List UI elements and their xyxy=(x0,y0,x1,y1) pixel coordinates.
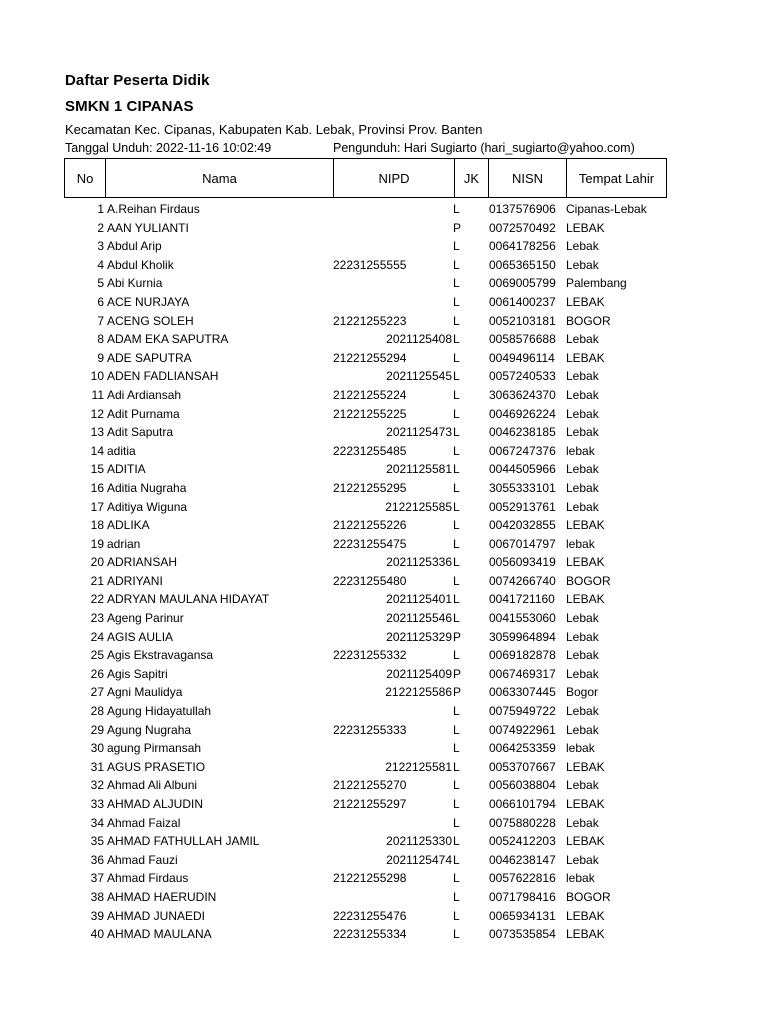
table-row xyxy=(0,349,768,368)
cell-nama: ADAM EKA SAPUTRA xyxy=(107,332,229,347)
table-row xyxy=(0,293,768,312)
cell-nisn: 0071798416 xyxy=(489,889,556,904)
cell-nisn: 0041553060 xyxy=(489,611,556,626)
cell-no: 29 xyxy=(90,722,104,737)
cell-nama: AAN YULIANTI xyxy=(107,220,189,235)
table-row xyxy=(0,776,768,795)
cell-no: 22 xyxy=(90,592,104,607)
column-header-jk: JK xyxy=(455,159,489,198)
cell-nipd: 2021125330 xyxy=(386,834,452,849)
cell-jk: P xyxy=(453,666,462,681)
cell-nama: AHMAD FATHULLAH JAMIL xyxy=(107,834,260,849)
cell-nama: A.Reihan Firdaus xyxy=(107,202,200,216)
column-header-no: No xyxy=(65,159,106,198)
cell-jk: L xyxy=(453,871,460,886)
cell-nipd: 2021125581 xyxy=(386,462,452,477)
cell-jk: L xyxy=(453,704,460,719)
cell-nipd: 2021125545 xyxy=(386,369,452,384)
cell-nama: aditia xyxy=(107,443,136,458)
cell-no: 13 xyxy=(90,425,104,440)
cell-nisn: 0057240533 xyxy=(489,369,556,384)
cell-jk: L xyxy=(453,369,460,384)
cell-jk: L xyxy=(453,443,460,458)
cell-tempat-lahir: LEBAK xyxy=(566,592,605,607)
cell-jk: L xyxy=(453,889,460,904)
cell-nisn: 0072570492 xyxy=(489,220,556,235)
cell-nisn: 0058576688 xyxy=(489,332,556,347)
cell-nama: Adit Saputra xyxy=(107,425,174,440)
cell-nisn: 0069182878 xyxy=(489,648,556,663)
table-row xyxy=(0,851,768,870)
cell-nisn: 0074922961 xyxy=(489,722,556,737)
cell-tempat-lahir: lebak xyxy=(566,443,595,458)
cell-nipd: 22231255332 xyxy=(333,648,407,663)
cell-no: 37 xyxy=(90,871,104,886)
table-row xyxy=(0,665,768,684)
cell-nama: Abdul Kholik xyxy=(107,257,174,272)
cell-tempat-lahir: Lebak xyxy=(566,722,599,737)
cell-jk: L xyxy=(453,294,460,309)
cell-jk: L xyxy=(453,313,460,328)
table-row xyxy=(0,609,768,628)
cell-nipd: 22231255333 xyxy=(333,722,407,737)
cell-no: 24 xyxy=(90,629,104,644)
cell-tempat-lahir: Bogor xyxy=(566,685,599,700)
cell-tempat-lahir: Lebak xyxy=(566,369,599,384)
table-row xyxy=(0,423,768,442)
cell-no: 5 xyxy=(97,276,104,291)
cell-nisn: 0044505966 xyxy=(489,462,556,477)
table-row xyxy=(0,274,768,293)
cell-nipd: 2122125586 xyxy=(385,685,452,700)
cell-nisn: 0069005799 xyxy=(489,276,556,291)
cell-tempat-lahir: Palembang xyxy=(566,276,627,291)
cell-jk: L xyxy=(453,815,460,830)
cell-nisn: 0042032855 xyxy=(489,518,556,533)
cell-nipd: 22231255485 xyxy=(333,443,407,458)
cell-tempat-lahir: Lebak xyxy=(566,704,599,719)
table-row xyxy=(0,367,768,386)
cell-jk: L xyxy=(453,536,460,551)
cell-nama: Ageng Parinur xyxy=(107,611,184,626)
cell-nisn: 0041721160 xyxy=(489,592,555,607)
cell-jk: L xyxy=(453,611,460,626)
table-row xyxy=(0,572,768,591)
table-row xyxy=(0,869,768,888)
cell-tempat-lahir: LEBAK xyxy=(566,927,605,942)
cell-nipd: 21221255298 xyxy=(333,871,407,886)
column-header-nisn: NISN xyxy=(489,159,567,198)
table-row xyxy=(0,386,768,405)
cell-no: 2 xyxy=(97,220,104,235)
cell-jk: L xyxy=(453,759,460,774)
cell-tempat-lahir: Lebak xyxy=(566,257,599,272)
cell-nisn: 0052412203 xyxy=(489,834,556,849)
cell-no: 20 xyxy=(90,555,104,570)
cell-no: 32 xyxy=(90,778,104,793)
cell-no: 17 xyxy=(90,499,104,514)
cell-nama: ADRYAN MAULANA HIDAYAT xyxy=(107,592,270,607)
cell-nama: Ahmad Ali Albuni xyxy=(107,778,198,793)
table-row xyxy=(0,832,768,851)
cell-nipd: 2122125585 xyxy=(385,499,452,514)
cell-tempat-lahir: Lebak xyxy=(566,480,599,495)
cell-tempat-lahir: Lebak xyxy=(566,425,599,440)
cell-nisn: 3063624370 xyxy=(489,387,556,402)
cell-nisn: 0046238147 xyxy=(489,852,556,867)
cell-tempat-lahir: Lebak xyxy=(566,387,599,402)
cell-no: 15 xyxy=(90,462,104,477)
cell-nama: Agung Hidayatullah xyxy=(107,704,212,719)
cell-nipd: 21221255224 xyxy=(333,387,407,402)
cell-nisn: 0061400237 xyxy=(489,294,556,309)
cell-nama: adrian xyxy=(107,536,141,551)
cell-nama: Ahmad Firdaus xyxy=(107,871,189,886)
cell-no: 31 xyxy=(90,759,104,774)
cell-nipd: 22231255480 xyxy=(333,573,407,588)
cell-no: 11 xyxy=(91,387,104,402)
cell-jk: L xyxy=(453,387,460,402)
cell-jk: L xyxy=(453,927,460,942)
cell-no: 4 xyxy=(97,257,104,272)
cell-nama: Abdul Arip xyxy=(107,239,162,254)
cell-tempat-lahir: lebak xyxy=(566,871,595,886)
cell-nisn: 0053707667 xyxy=(489,759,556,774)
cell-nipd: 22231255475 xyxy=(333,536,407,551)
cell-nipd: 22231255555 xyxy=(333,257,407,272)
cell-no: 23 xyxy=(90,611,104,626)
cell-tempat-lahir: Cipanas-Lebak xyxy=(566,202,647,216)
cell-nipd: 21221255226 xyxy=(333,518,407,533)
table-row xyxy=(0,405,768,424)
cell-jk: L xyxy=(453,797,460,811)
cell-nipd: 2122125581 xyxy=(385,759,452,774)
cell-nipd: 2021125473 xyxy=(386,425,452,440)
cell-jk: L xyxy=(453,462,460,477)
cell-tempat-lahir: LEBAK xyxy=(566,759,605,774)
cell-tempat-lahir: Lebak xyxy=(566,815,599,830)
cell-no: 34 xyxy=(90,815,104,830)
table-row xyxy=(0,683,768,702)
student-list xyxy=(0,200,768,944)
cell-tempat-lahir: Lebak xyxy=(566,666,599,681)
cell-tempat-lahir: Lebak xyxy=(566,499,599,514)
cell-nipd: 21221255270 xyxy=(333,778,407,793)
cell-jk: L xyxy=(453,555,460,570)
table-row xyxy=(0,646,768,665)
cell-tempat-lahir: lebak xyxy=(566,741,595,756)
cell-jk: L xyxy=(453,518,460,533)
cell-nama: AHMAD ALJUDIN xyxy=(107,797,204,811)
cell-tempat-lahir: Lebak xyxy=(566,778,599,793)
cell-nama: ACE NURJAYA xyxy=(107,294,190,309)
cell-tempat-lahir: Lebak xyxy=(566,406,599,421)
location-line: Kecamatan Kec. Cipanas, Kabupaten Kab. Lebak, Provinsi Prov. Banten xyxy=(65,122,483,137)
cell-nisn: 0074266740 xyxy=(489,573,556,588)
table-row xyxy=(0,479,768,498)
cell-jk: L xyxy=(453,332,460,347)
cell-no: 3 xyxy=(97,239,104,254)
cell-tempat-lahir: Lebak xyxy=(566,611,599,626)
table-row xyxy=(0,814,768,833)
cell-tempat-lahir: Lebak xyxy=(566,648,599,663)
cell-jk: L xyxy=(453,778,460,793)
cell-nama: ADRIANSAH xyxy=(107,555,178,570)
cell-no: 39 xyxy=(90,908,104,923)
cell-nama: Adi Ardiansah xyxy=(107,387,182,402)
cell-nisn: 0056038804 xyxy=(489,778,556,793)
table-row xyxy=(0,237,768,256)
cell-nama: ACENG SOLEH xyxy=(107,313,194,328)
cell-jk: L xyxy=(453,592,460,607)
cell-jk: L xyxy=(453,480,460,495)
cell-jk: L xyxy=(453,573,460,588)
table-row xyxy=(0,721,768,740)
cell-no: 9 xyxy=(97,350,104,365)
cell-nama: Ahmad Fauzi xyxy=(107,852,178,867)
cell-tempat-lahir: BOGOR xyxy=(566,573,611,588)
cell-tempat-lahir: BOGOR xyxy=(566,889,611,904)
table-row xyxy=(0,795,768,814)
cell-nipd: 22231255334 xyxy=(333,927,407,942)
cell-nipd: 2021125329 xyxy=(386,629,452,644)
cell-nama: Agung Nugraha xyxy=(107,722,192,737)
cell-nama: ADE SAPUTRA xyxy=(107,350,192,365)
cell-nama: Aditiya Wiguna xyxy=(107,499,188,514)
table-row xyxy=(0,702,768,721)
table-row xyxy=(0,200,768,219)
cell-nipd: 2021125474 xyxy=(386,852,452,867)
cell-tempat-lahir: Lebak xyxy=(566,852,599,867)
cell-jk: L xyxy=(453,406,460,421)
cell-nipd: 21221255223 xyxy=(333,313,407,328)
cell-nisn: 3059964894 xyxy=(489,629,556,644)
cell-no: 35 xyxy=(90,834,104,849)
cell-nama: ADLIKA xyxy=(107,518,150,533)
cell-tempat-lahir: LEBAK xyxy=(566,797,605,811)
cell-nisn: 0067014797 xyxy=(489,536,556,551)
cell-tempat-lahir: LEBAK xyxy=(566,350,605,365)
table-header xyxy=(64,158,667,198)
table-row xyxy=(0,628,768,647)
cell-nipd: 21221255295 xyxy=(333,480,407,495)
cell-nipd: 2021125409 xyxy=(386,666,452,681)
cell-nipd: 2021125401 xyxy=(386,592,452,607)
cell-tempat-lahir: LEBAK xyxy=(566,220,605,235)
cell-no: 14 xyxy=(90,443,104,458)
cell-jk: L xyxy=(453,834,460,849)
cell-no: 25 xyxy=(90,648,104,663)
table-row xyxy=(0,535,768,554)
cell-jk: P xyxy=(453,629,462,644)
cell-nama: Agis Ekstravagansa xyxy=(107,648,214,663)
cell-tempat-lahir: BOGOR xyxy=(566,313,611,328)
cell-tempat-lahir: LEBAK xyxy=(566,834,605,849)
table-row xyxy=(0,739,768,758)
cell-jk: L xyxy=(453,908,460,923)
cell-tempat-lahir: LEBAK xyxy=(566,294,605,309)
cell-tempat-lahir: LEBAK xyxy=(566,518,605,533)
cell-no: 33 xyxy=(90,797,104,811)
cell-no: 27 xyxy=(90,685,104,700)
table-row xyxy=(0,442,768,461)
cell-nipd: 2021125408 xyxy=(386,332,452,347)
cell-no: 1 xyxy=(97,202,104,216)
cell-nisn: 0066101794 xyxy=(489,797,556,811)
cell-nipd: 21221255297 xyxy=(333,797,407,811)
cell-nama: AHMAD HAERUDIN xyxy=(107,889,217,904)
cell-nisn: 0064178256 xyxy=(489,239,556,254)
cell-nama: Agis Sapitri xyxy=(107,666,168,681)
cell-tempat-lahir: Lebak xyxy=(566,462,599,477)
column-header-tempat-lahir: Tempat Lahir xyxy=(567,159,667,198)
cell-no: 30 xyxy=(90,741,104,756)
cell-nisn: 0049496114 xyxy=(489,350,555,365)
cell-no: 38 xyxy=(90,889,104,904)
table-row xyxy=(0,553,768,572)
cell-jk: L xyxy=(453,852,460,867)
cell-nisn: 0073535854 xyxy=(489,927,556,942)
cell-nisn: 0075880228 xyxy=(489,815,556,830)
column-header-nipd: NIPD xyxy=(334,159,455,198)
cell-nama: AGUS PRASETIO xyxy=(107,759,206,774)
cell-no: 8 xyxy=(97,332,104,347)
cell-nisn: 0067247376 xyxy=(489,443,556,458)
table-row xyxy=(0,925,768,944)
cell-nisn: 0065934131 xyxy=(489,908,556,923)
cell-jk: L xyxy=(453,722,460,737)
cell-nama: ADRIYANI xyxy=(107,573,163,588)
table-row xyxy=(0,312,768,331)
table-row xyxy=(0,219,768,238)
cell-nipd: 2021125336 xyxy=(386,555,452,570)
cell-jk: L xyxy=(453,239,460,254)
cell-nipd: 2021125546 xyxy=(386,611,452,626)
cell-nisn: 0075949722 xyxy=(489,704,556,719)
cell-nama: Aditia Nugraha xyxy=(107,480,187,495)
cell-nama: ADITIA xyxy=(107,462,146,477)
school-name: SMKN 1 CIPANAS xyxy=(65,98,194,115)
cell-tempat-lahir: Lebak xyxy=(566,239,599,254)
table-row xyxy=(0,758,768,777)
cell-jk: L xyxy=(453,350,460,365)
cell-no: 40 xyxy=(90,927,104,942)
cell-jk: L xyxy=(453,202,460,216)
cell-nama: AHMAD MAULANA xyxy=(107,927,212,942)
cell-no: 10 xyxy=(90,369,104,384)
cell-no: 28 xyxy=(90,704,104,719)
table-row xyxy=(0,907,768,926)
cell-jk: L xyxy=(453,257,460,272)
cell-no: 12 xyxy=(90,406,104,421)
table-row xyxy=(0,516,768,535)
cell-nisn: 0046238185 xyxy=(489,425,556,440)
cell-tempat-lahir: Lebak xyxy=(566,332,599,347)
cell-nisn: 0064253359 xyxy=(489,741,556,756)
cell-jk: P xyxy=(453,685,462,700)
cell-no: 36 xyxy=(90,852,104,867)
cell-nipd: 21221255225 xyxy=(333,406,407,421)
table-row xyxy=(0,590,768,609)
cell-jk: L xyxy=(453,276,460,291)
table-row xyxy=(0,498,768,517)
cell-nama: AGIS AULIA xyxy=(107,629,174,644)
cell-nisn: 0063307445 xyxy=(489,685,556,700)
cell-jk: L xyxy=(453,741,460,756)
cell-tempat-lahir: LEBAK xyxy=(566,908,605,923)
table-row xyxy=(0,888,768,907)
cell-jk: L xyxy=(453,499,460,514)
cell-no: 6 xyxy=(97,294,104,309)
cell-nama: AHMAD JUNAEDI xyxy=(107,908,206,923)
cell-no: 16 xyxy=(90,480,104,495)
table-row xyxy=(0,256,768,275)
cell-no: 19 xyxy=(90,536,104,551)
cell-jk: P xyxy=(453,220,462,235)
cell-nama: Adit Purnama xyxy=(107,406,180,421)
table-row xyxy=(0,460,768,479)
downloader-info: Pengunduh: Hari Sugiarto (hari_sugiarto@yahoo.com) xyxy=(333,141,635,155)
cell-nisn: 0052103181 xyxy=(489,313,556,328)
cell-no: 26 xyxy=(90,666,104,681)
document-title: Daftar Peserta Didik xyxy=(65,72,210,89)
download-date: Tanggal Unduh: 2022-11-16 10:02:49 xyxy=(65,141,272,155)
cell-nipd: 22231255476 xyxy=(333,908,407,923)
cell-nama: agung Pirmansah xyxy=(107,741,202,756)
column-header-nama: Nama xyxy=(106,159,334,198)
cell-no: 21 xyxy=(90,573,104,588)
cell-nisn: 0057622816 xyxy=(489,871,556,886)
cell-jk: L xyxy=(453,648,460,663)
cell-nisn: 0056093419 xyxy=(489,555,556,570)
cell-nisn: 0137576906 xyxy=(489,202,556,216)
cell-nama: Abi Kurnia xyxy=(107,276,163,291)
cell-tempat-lahir: lebak xyxy=(566,536,595,551)
cell-nama: Agni Maulidya xyxy=(107,685,183,700)
cell-no: 18 xyxy=(90,518,104,533)
cell-nipd: 21221255294 xyxy=(333,350,407,365)
cell-jk: L xyxy=(453,425,460,440)
cell-nisn: 0067469317 xyxy=(489,666,556,681)
cell-nisn: 3055333101 xyxy=(489,480,556,495)
cell-nama: Ahmad Faizal xyxy=(107,815,181,830)
cell-tempat-lahir: Lebak xyxy=(566,629,599,644)
cell-nisn: 0052913761 xyxy=(489,499,556,514)
cell-nama: ADEN FADLIANSAH xyxy=(107,369,219,384)
cell-nisn: 0046926224 xyxy=(489,406,556,421)
cell-tempat-lahir: LEBAK xyxy=(566,555,605,570)
cell-no: 7 xyxy=(97,313,104,328)
table-row xyxy=(0,330,768,349)
cell-nisn: 0065365150 xyxy=(489,257,556,272)
